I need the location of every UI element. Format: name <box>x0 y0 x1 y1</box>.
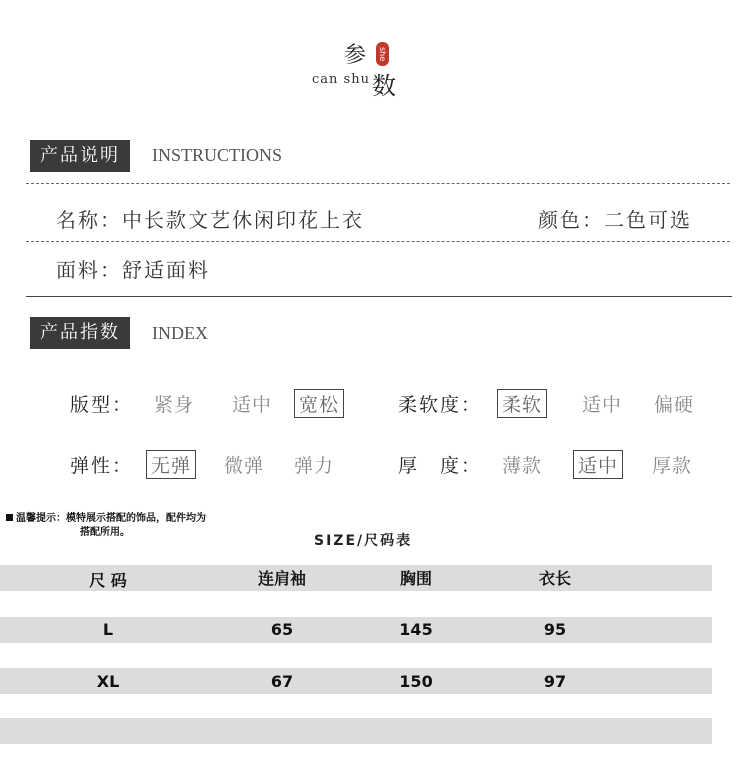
table-cell-length: 97 <box>543 672 567 691</box>
bullet-square-icon <box>6 514 13 521</box>
size-note <box>6 512 206 540</box>
elasticity-label: 弹性： <box>70 455 134 477</box>
title-pinyin: can shu <box>312 72 370 87</box>
section-instructions-label: 产品说明 <box>30 140 130 172</box>
divider <box>26 241 730 242</box>
softness-option-selected: 柔软 <box>497 389 547 418</box>
table-cell-chest: 145 <box>399 620 433 639</box>
product-name: 名称：中长款文艺休闲印花上衣 <box>56 208 364 232</box>
fit-option-selected: 宽松 <box>294 389 344 418</box>
softness-option: 偏硬 <box>654 394 695 416</box>
thickness-option: 薄款 <box>502 455 543 477</box>
elasticity-option-selected: 无弹 <box>146 450 196 479</box>
section-index-label: 产品指数 <box>30 317 130 349</box>
fit-option: 适中 <box>232 394 273 416</box>
divider <box>26 183 730 184</box>
size-note-line2: 搭配所用。 <box>80 527 130 538</box>
table-header-chest: 胸围 <box>399 569 432 588</box>
title-char-can: 参 <box>344 43 367 68</box>
seal-stamp: she <box>376 42 389 66</box>
thickness-option: 厚款 <box>652 455 693 477</box>
fit-option: 紧身 <box>154 394 195 416</box>
table-header-length: 衣长 <box>538 569 571 588</box>
section-instructions-en: INSTRUCTIONS <box>152 145 283 165</box>
table-cell-shoulder-sleeve: 67 <box>270 672 294 691</box>
table-header-shoulder-sleeve: 连肩袖 <box>257 569 306 588</box>
table-cell-length: 95 <box>543 620 567 639</box>
size-note-line1: 温馨提示：模特展示搭配的饰品，配件均为 <box>16 513 206 524</box>
softness-option: 适中 <box>582 394 623 416</box>
elasticity-option: 微弹 <box>224 455 265 477</box>
table-header-size: 尺 码 <box>89 571 127 590</box>
size-table-title: SIZE/尺码表 <box>314 533 413 549</box>
softness-label: 柔软度： <box>398 394 483 416</box>
table-cell-shoulder-sleeve: 65 <box>270 620 294 639</box>
elasticity-option: 弹力 <box>294 455 335 477</box>
divider <box>26 296 732 297</box>
title-char-shu: 数 <box>372 72 396 100</box>
table-cell-size: L <box>102 620 114 639</box>
product-fabric: 面料：舒适面料 <box>56 258 210 282</box>
table-cell-chest: 150 <box>399 672 433 691</box>
table-row-band <box>0 718 712 744</box>
thickness-label: 厚 度： <box>398 455 483 477</box>
table-cell-size: XL <box>96 672 120 691</box>
section-index-en: INDEX <box>152 323 208 343</box>
fit-label: 版型： <box>70 394 134 416</box>
thickness-option-selected: 适中 <box>573 450 623 479</box>
product-color: 颜色：二色可选 <box>538 208 692 232</box>
